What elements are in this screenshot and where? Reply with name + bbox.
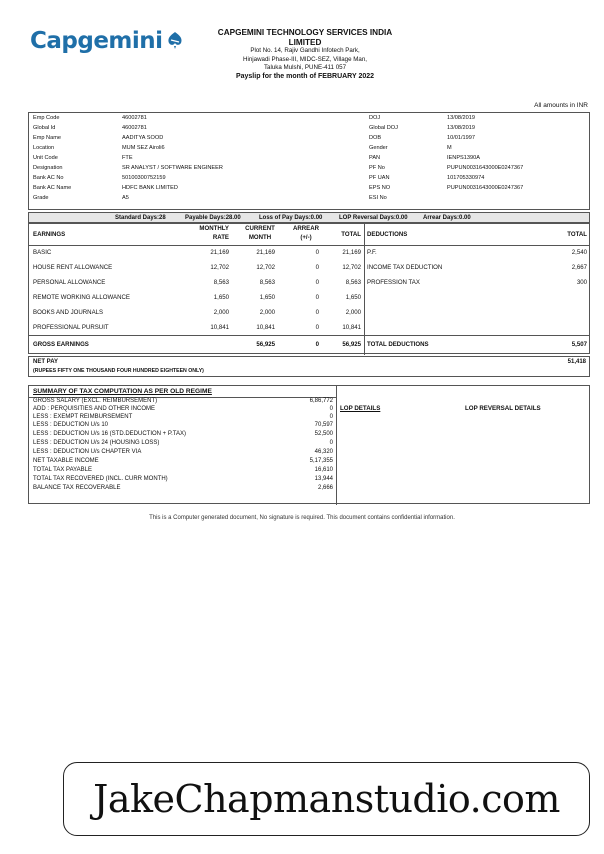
tax-summary-section [28,385,590,504]
tax-row [29,449,336,457]
emp-value: M [447,145,452,151]
emp-key: Gender [369,145,388,151]
company-header [190,28,420,82]
tax-value: 5,17,355 [309,458,333,464]
monthly-rate-header-2: RATE [212,234,229,241]
current-month-header-1: CURRENT [245,225,275,232]
tax-row [29,431,336,439]
company-logo [30,28,185,54]
emp-row [29,145,589,155]
emp-key: PF No [369,165,385,171]
company-address-line1: Plot No. 14, Rajiv Gandhi Infotech Park, [250,47,360,55]
emp-row [29,185,589,195]
earnings-header: EARNINGS [33,231,66,238]
tax-column-divider [336,386,337,505]
earning-arrear: 0 [315,294,319,301]
tax-key: TOTAL TAX RECOVERED (INCL. CURR MONTH) [33,476,168,482]
emp-value: AADITYA SOOD [122,135,164,141]
capgemini-spade-icon [165,30,185,50]
emp-key: ESI No [369,195,387,201]
arrear-days: Arrear Days:0.00 [423,215,471,221]
tax-row [29,476,336,484]
earning-total: 1,650 [345,294,361,301]
deduction-name: P.F. [367,249,377,256]
emp-key: Global Id [33,125,56,131]
earning-rate: 21,169 [210,249,229,256]
earning-total: 2,000 [345,309,361,316]
gross-total: 56,925 [342,341,361,348]
lop-details-heading: LOP DETAILS [340,405,381,412]
earning-total: 10,841 [342,324,361,331]
emp-key: Unit Code [33,155,58,161]
emp-value: 10/01/1997 [447,135,475,141]
emp-value: SR ANALYST / SOFTWARE ENGINEER [122,165,223,171]
emp-key: Global DOJ [369,125,398,131]
days-summary-bar [28,212,590,223]
tax-value: 16,610 [314,467,333,473]
emp-row [29,125,589,135]
tax-key: LESS : DEDUCTION U/s 16 (STD.DEDUCTION + P.TAX) [33,431,186,437]
earning-rate: 12,702 [210,264,229,271]
earning-total: 21,169 [342,249,361,256]
arrear-header-1: ARREAR [292,225,320,232]
emp-value: 13/08/2019 [447,125,475,131]
net-pay-section [28,356,590,377]
tax-key: GROSS SALARY (EXCL. REIMBURSEMENT) [33,398,158,404]
deduction-total: 2,667 [571,264,587,271]
tax-value: 0 [329,406,333,412]
emp-row [29,135,589,145]
emp-row [29,175,589,185]
amounts-note: All amounts in INR [534,102,588,109]
earnings-deductions-table [28,223,590,354]
earning-name: PERSONAL ALLOWANCE [33,279,106,286]
deduction-total: 2,540 [571,249,587,256]
emp-key: Bank AC No [33,175,64,181]
emp-value: HDFC BANK LIMITED [122,185,178,191]
emp-value: 46002781 [122,115,147,121]
earning-rate: 10,841 [210,324,229,331]
emp-key: Designation [33,165,63,171]
earning-current: 10,841 [256,324,275,331]
tax-row [29,398,336,406]
earning-current: 21,169 [256,249,275,256]
emp-key: EPS NO [369,185,391,191]
earning-rate: 8,563 [213,279,229,286]
emp-key: PF UAN [369,175,390,181]
company-name-line1: CAPGEMINI TECHNOLOGY SERVICES INDIA [217,28,393,37]
total-deductions-value: 5,507 [571,341,587,348]
emp-key: Emp Name [33,135,61,141]
emp-row [29,115,589,125]
tax-row [29,467,336,475]
current-month-header-2: MONTH [248,234,272,241]
earning-current: 12,702 [256,264,275,271]
tax-value: 13,944 [314,476,333,482]
tax-key: LESS : EXEMPT REIMBURSEMENT [33,414,133,420]
watermark-text: JakeChapmanstudio.com [93,777,560,821]
tax-row [29,414,336,422]
tax-key: ADD : PERQUISITIES AND OTHER INCOME [33,406,156,412]
emp-key: DOJ [369,115,381,121]
emp-row [29,165,589,175]
lop-days: Loss of Pay Days:0.00 [259,215,323,221]
emp-value: FTE [122,155,133,161]
earning-rate: 1,650 [213,294,229,301]
tax-key: NET TAXABLE INCOME [33,458,99,464]
earning-current: 1,650 [259,294,275,301]
earning-arrear: 0 [315,279,319,286]
emp-key: Grade [33,195,49,201]
earning-arrear: 0 [315,324,319,331]
earning-total: 8,563 [345,279,361,286]
payable-days: Payable Days:28.00 [185,215,241,221]
earning-arrear: 0 [315,249,319,256]
watermark-banner [63,762,590,836]
payslip-title: Payslip for the month of FEBRUARY 2022 [235,72,375,80]
earning-arrear: 0 [315,264,319,271]
total-deductions-label: TOTAL DEDUCTIONS [367,341,429,348]
tax-row [29,485,336,493]
tax-value: 70,597 [314,422,333,428]
lop-reversal-details-heading: LOP REVERSAL DETAILS [465,405,541,412]
tax-row [29,440,336,448]
earning-name: BASIC [33,249,52,256]
footer-note: This is a Computer generated document, No signature is required. This document contains confidential information. [149,515,455,521]
earning-rate: 2,000 [213,309,229,316]
company-name-line2: LIMITED [288,37,322,47]
tax-key: LESS : DEDUCTION U/s 24 (HOUSING LOSS) [33,440,160,446]
standard-days: Standard Days:28 [115,215,166,221]
emp-value: IENPS1390A [447,155,480,161]
tax-value: 2,666 [317,485,333,491]
tax-row [29,406,336,414]
table-header [29,224,589,246]
gross-current: 56,925 [256,341,275,348]
emp-key: Location [33,145,55,151]
emp-key: Emp Code [33,115,60,121]
emp-value: A5 [122,195,129,201]
earning-total: 12,702 [342,264,361,271]
tax-key: LESS : DEDUCTION U/s 10 [33,422,109,428]
emp-value: 46002781 [122,125,147,131]
emp-value: PUPUN0031643000E0247367 [447,185,524,191]
earning-name: BOOKS AND JOURNALS [33,309,104,316]
tax-row [29,422,336,430]
emp-value: 101705330974 [447,175,485,181]
company-address-line3: Taluka Mulshi, PUNE-411 057 [263,64,347,72]
emp-row [29,155,589,165]
tax-key: LESS : DEDUCTION U/s CHAPTER VIA [33,449,142,455]
tax-value: 0 [329,414,333,420]
tax-value: 52,500 [314,431,333,437]
tax-key: BALANCE TAX RECOVERABLE [33,485,121,491]
deductions-total-header: TOTAL [567,231,587,238]
emp-value: MUM SEZ Airoli6 [122,145,165,151]
emp-row [29,195,589,205]
gross-arrear: 0 [315,341,319,348]
deduction-total: 300 [576,279,587,286]
net-pay-amount: 51,418 [567,359,586,365]
tax-value: 6,86,772 [309,398,333,404]
emp-value: PUPUN0031643000E0247367 [447,165,524,171]
tax-key: TOTAL TAX PAYABLE [33,467,93,473]
logo-text: Capgemini [30,28,163,54]
earning-name: HOUSE RENT ALLOWANCE [33,264,113,271]
lop-reversal-days: LOP Reversal Days:0.00 [339,215,408,221]
tax-row [29,458,336,466]
net-pay-words: (RUPEES FIFTY ONE THOUSAND FOUR HUNDRED EIGHTEEN ONLY) [33,368,204,374]
total-header: TOTAL [341,231,361,238]
gross-earnings-label: GROSS EARNINGS [33,341,89,348]
earning-current: 2,000 [259,309,275,316]
tax-value: 46,320 [314,449,333,455]
emp-key: DOB [369,135,382,141]
tax-summary-title: SUMMARY OF TAX COMPUTATION AS PER OLD REGIME [33,388,212,395]
emp-value: 13/08/2019 [447,115,475,121]
earning-name: REMOTE WORKING ALLOWANCE [33,294,130,301]
earning-current: 8,563 [259,279,275,286]
deduction-name: PROFESSION TAX [367,279,420,286]
tax-value: 0 [329,440,333,446]
emp-value: 50100300752159 [122,175,166,181]
monthly-rate-header-1: MONTHLY [199,225,229,232]
earning-arrear: 0 [315,309,319,316]
emp-key: Bank AC Name [33,185,72,191]
deduction-name: INCOME TAX DEDUCTION [367,264,443,271]
deductions-header: DEDUCTIONS [367,231,408,238]
employee-details [28,112,590,210]
gross-divider [29,335,589,336]
arrear-header-2: (+/-) [300,234,312,241]
company-address-line2: Hinjawadi Phase-III, MIDC-SEZ, Village Man, [242,55,368,63]
earning-name: PROFESSIONAL PURSUIT [33,324,109,331]
net-pay-label: NET PAY [33,359,59,365]
emp-key: PAN [369,155,381,161]
